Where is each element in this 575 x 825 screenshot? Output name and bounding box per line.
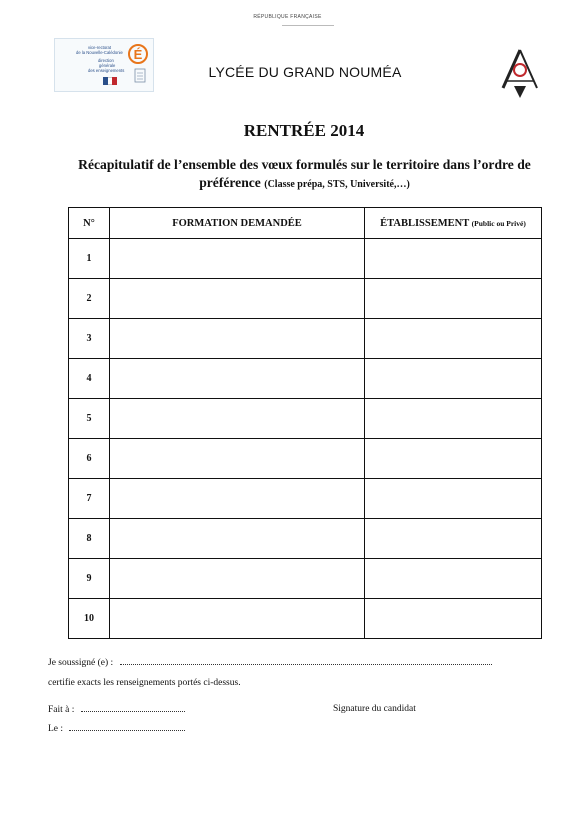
formation-cell[interactable] bbox=[110, 279, 365, 319]
table-row bbox=[69, 439, 542, 479]
col-formation-header: FORMATION DEMANDÉE bbox=[110, 208, 365, 239]
etablissement-cell[interactable] bbox=[365, 559, 542, 599]
logo-text-2: de la Nouvelle-Calédonie bbox=[76, 50, 123, 55]
table-row bbox=[69, 319, 542, 359]
etablissement-cell[interactable] bbox=[365, 399, 542, 439]
formation-cell[interactable] bbox=[110, 399, 365, 439]
etablissement-cell[interactable] bbox=[365, 359, 542, 399]
logo-text-5: des enseignements bbox=[88, 68, 125, 73]
subtitle-main: Récapitulatif de l’ensemble des vœux formulés sur le territoire dans l’ordre de préférence bbox=[78, 157, 531, 190]
table-row bbox=[69, 599, 542, 639]
table-row bbox=[69, 479, 542, 519]
certifie-text: certifie exacts les renseignements portés ci-dessus. bbox=[48, 678, 241, 688]
logo-text-4: générale bbox=[99, 63, 116, 68]
etablissement-cell[interactable] bbox=[365, 439, 542, 479]
document-title: RENTRÉE 2014 bbox=[243, 121, 365, 140]
date-field[interactable] bbox=[69, 723, 185, 731]
soussigne-field[interactable] bbox=[120, 657, 492, 665]
wishes-table bbox=[68, 207, 542, 639]
school-emblem-icon bbox=[500, 48, 540, 100]
row-number: 7 bbox=[69, 479, 110, 519]
date-label: Le : bbox=[48, 724, 64, 734]
fait-a-field[interactable] bbox=[81, 704, 185, 712]
fait-a-label: Fait à : bbox=[48, 705, 75, 715]
formation-cell[interactable] bbox=[110, 239, 365, 279]
french-flag-icon bbox=[103, 77, 117, 85]
formation-cell[interactable] bbox=[110, 559, 365, 599]
formation-cell[interactable] bbox=[110, 479, 365, 519]
formation-cell[interactable] bbox=[110, 359, 365, 399]
row-number: 8 bbox=[69, 519, 110, 559]
republic-emblem-icon bbox=[134, 68, 146, 84]
soussigne-line bbox=[48, 657, 492, 668]
subtitle-note: (Classe prépa, STS, Université,…) bbox=[264, 179, 410, 190]
table-row bbox=[69, 279, 542, 319]
svg-text:É: É bbox=[133, 47, 143, 62]
etablissement-cell[interactable] bbox=[365, 599, 542, 639]
school-name: LYCÉE DU GRAND NOUMÉA bbox=[208, 64, 402, 80]
row-number: 1 bbox=[69, 239, 110, 279]
date-line bbox=[48, 723, 185, 734]
etablissement-cell[interactable] bbox=[365, 479, 542, 519]
etablissement-cell[interactable] bbox=[365, 519, 542, 559]
logo-text-3: direction bbox=[98, 58, 114, 63]
col-etablissement-header bbox=[365, 208, 542, 239]
formation-cell[interactable] bbox=[110, 599, 365, 639]
logo-text-1: vice-rectorat bbox=[88, 45, 112, 50]
row-number: 6 bbox=[69, 439, 110, 479]
row-number: 9 bbox=[69, 559, 110, 599]
soussigne-label: Je soussigné (e) : bbox=[48, 658, 114, 668]
col-number-header: N° bbox=[69, 208, 110, 239]
etablissement-cell[interactable] bbox=[365, 239, 542, 279]
row-number: 10 bbox=[69, 599, 110, 639]
etablissement-cell[interactable] bbox=[365, 279, 542, 319]
vice-rectorat-logo bbox=[54, 38, 154, 94]
formation-cell[interactable] bbox=[110, 319, 365, 359]
document-subtitle bbox=[52, 156, 557, 194]
col-etab-note: (Public ou Privé) bbox=[471, 218, 526, 228]
row-number: 4 bbox=[69, 359, 110, 399]
col-etab-label: ÉTABLISSEMENT bbox=[380, 217, 470, 229]
fait-a-line bbox=[48, 704, 185, 715]
table-header-row bbox=[69, 208, 542, 239]
etablissement-cell[interactable] bbox=[365, 319, 542, 359]
signature-label: Signature du candidat bbox=[333, 704, 416, 714]
row-number: 2 bbox=[69, 279, 110, 319]
formation-cell[interactable] bbox=[110, 439, 365, 479]
table-row bbox=[69, 359, 542, 399]
formation-cell[interactable] bbox=[110, 519, 365, 559]
republic-mark: RÉPUBLIQUE FRANÇAISE bbox=[253, 14, 322, 20]
divider bbox=[282, 25, 334, 26]
row-number: 5 bbox=[69, 399, 110, 439]
table-row bbox=[69, 559, 542, 599]
table-row bbox=[69, 239, 542, 279]
table-row bbox=[69, 519, 542, 559]
e-emblem-icon bbox=[128, 41, 148, 65]
table-row bbox=[69, 399, 542, 439]
row-number: 3 bbox=[69, 319, 110, 359]
